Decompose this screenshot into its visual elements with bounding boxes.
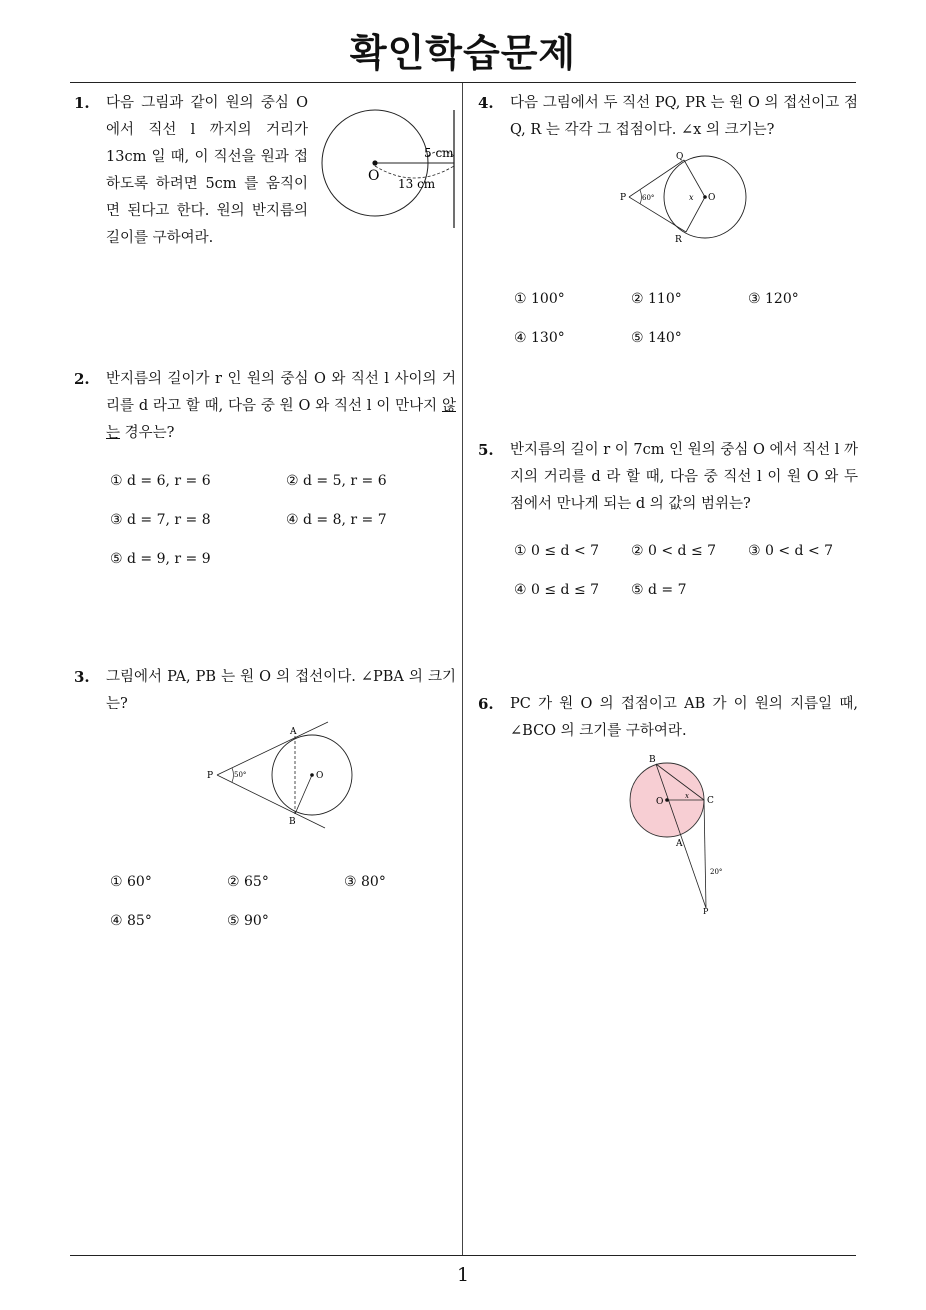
problem-number: 4. (478, 94, 494, 112)
problem-1-figure (318, 106, 463, 230)
choice-4[interactable]: ④ d = 8, r = 7 (286, 512, 387, 528)
choice-1[interactable]: ① 100° (514, 291, 565, 307)
choice-2[interactable]: ② d = 5, r = 6 (286, 473, 387, 489)
choice-3[interactable]: ③ 120° (748, 291, 799, 307)
choice-3[interactable]: ③ 0 < d < 7 (748, 543, 834, 559)
choice-5[interactable]: ⑤ 90° (227, 913, 269, 929)
column-divider (462, 83, 463, 1256)
problem-text: 다음 그림에서 두 직선 PQ, PR 는 원 O 의 접선이고 점 Q, R 는 각각 그 접점이다. ∠x 의 크기는? (510, 95, 858, 138)
problem-3-figure (200, 720, 360, 832)
choice-3[interactable]: ③ 80° (344, 874, 386, 890)
segment-qo (684, 160, 705, 197)
label-angle: 60° (642, 194, 655, 202)
label-distance: 13 cm (398, 177, 436, 191)
tangent-pq (629, 160, 684, 197)
choice-1[interactable]: ① 60° (110, 874, 152, 890)
page-number: 1 (456, 1264, 470, 1286)
segment-ro (686, 197, 705, 232)
problem-text: 다음 그림과 같이 원의 중심 O 에서 직선 l 까지의 거리가 13cm 일 때, 이 직선을 원과 접하도록 하려면 5cm 를 움직이면 된다고 한다. 원의 반지름의 길이를 구하여라. (106, 95, 308, 246)
label-center: O (368, 168, 380, 184)
choice-4[interactable]: ④ 0 ≤ d ≤ 7 (514, 582, 600, 598)
segment-ob (295, 775, 312, 814)
choice-2[interactable]: ② 65° (227, 874, 269, 890)
problem-number: 2. (74, 370, 90, 388)
page-title: 확인학습문제 (349, 31, 577, 75)
label-r: R (675, 235, 682, 245)
underlined-word: 않는 (106, 398, 456, 441)
tangent-pr (629, 197, 686, 232)
choice-5[interactable]: ⑤ d = 9, r = 9 (110, 551, 211, 567)
problem-number: 1. (74, 94, 90, 112)
label-p: P (620, 193, 627, 203)
center-dot (703, 195, 707, 199)
choice-5[interactable]: ⑤ d = 7 (631, 582, 687, 598)
choice-4[interactable]: ④ 130° (514, 330, 565, 346)
choice-4[interactable]: ④ 85° (110, 913, 152, 929)
label-p: P (703, 907, 709, 916)
choice-1[interactable]: ① d = 6, r = 6 (110, 473, 211, 489)
center-dot (372, 160, 377, 165)
choice-1[interactable]: ① 0 ≤ d < 7 (514, 543, 600, 559)
label-a: A (676, 839, 683, 849)
label-o: O (656, 797, 664, 807)
label-x: x (689, 193, 694, 202)
problem-number: 6. (478, 695, 494, 713)
footer-divider (70, 1255, 856, 1256)
label-c: C (707, 796, 714, 806)
problem-text (106, 366, 456, 447)
text-part: 경우는? (120, 425, 175, 441)
problem-number: 3. (74, 668, 90, 686)
label-o: O (708, 193, 716, 203)
label-o: O (316, 771, 324, 781)
text-part: 반지름의 길이가 r 인 원의 중심 O 와 직선 l 사이의 거리를 d 라고 할 때, 다음 중 원 O 와 직선 l 이 만나지 (106, 371, 456, 414)
label-gap: 5 cm (424, 146, 454, 160)
problem-text: 반지름의 길이 r 이 7cm 인 원의 중심 O 에서 직선 l 까지의 거리를 d 라 할 때, 다음 중 직선 l 이 원 O 와 두 점에서 만나게 되는 d 의 값의 범위는? (510, 442, 858, 512)
label-angle: 20° (710, 868, 723, 876)
label-b: B (289, 817, 296, 827)
label-p: P (207, 771, 214, 781)
problem-4-figure (616, 148, 751, 248)
center-dot (665, 798, 669, 802)
label-q: Q (676, 152, 684, 162)
choice-5[interactable]: ⑤ 140° (631, 330, 682, 346)
problem-text: 그림에서 PA, PB 는 원 O 의 접선이다. ∠PBA 의 크기는? (106, 669, 456, 712)
label-x: x (685, 792, 689, 800)
label-a: A (290, 727, 297, 737)
center-dot (310, 773, 314, 777)
choice-2[interactable]: ② 110° (631, 291, 682, 307)
problem-number: 5. (478, 441, 494, 459)
choice-2[interactable]: ② 0 < d ≤ 7 (631, 543, 717, 559)
problem-text: PC 가 원 O 의 접점이고 AB 가 이 원의 지름일 때, ∠BCO 의 크기를 구하여라. (510, 696, 858, 739)
header-divider (70, 82, 856, 83)
label-b: B (649, 755, 656, 765)
problem-6-figure (620, 748, 740, 916)
label-angle: 50° (234, 771, 247, 779)
choice-3[interactable]: ③ d = 7, r = 8 (110, 512, 211, 528)
tangent-pc (704, 800, 706, 908)
